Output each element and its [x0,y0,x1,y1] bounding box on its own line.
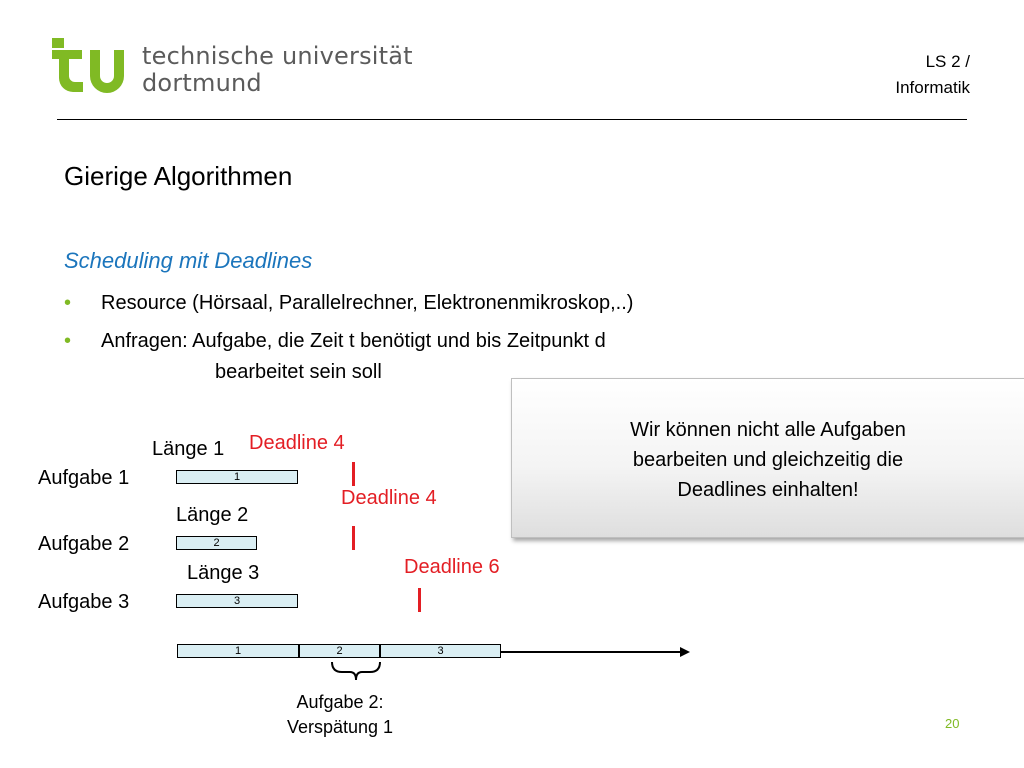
task-label: Aufgabe 1 [38,467,130,489]
schedule-bar-segment: 1 [177,644,299,658]
task-bar: 2 [176,536,257,550]
slide-title: Gierige Algorithmen [64,161,293,191]
bullet-text: Anfragen: Aufgabe, die Zeit t benötigt und bis Zeitpunkt d [101,330,606,352]
department-label-line2: Informatik [895,78,970,97]
bullet-marker: • [64,292,72,314]
task-label: Aufgabe 2 [38,533,130,555]
header-divider [57,119,967,120]
task-length-label: Länge 2 [176,504,249,526]
schedule-bar-segment: 2 [299,644,380,658]
callout-text: Wir können nicht alle Aufgaben bearbeiten und gleichzeitig die Deadlines einhalten! [630,419,906,501]
task-length-label: Länge 1 [152,438,225,460]
timeline-arrow-icon [680,647,690,657]
department-label-line1: LS 2 / [925,52,970,71]
task-bar: 3 [176,594,298,608]
page-number: 20 [945,716,960,731]
timeline-axis [500,651,682,653]
callout-box [511,378,1024,538]
task-label: Aufgabe 3 [38,591,130,613]
tu-logo-icon [52,38,128,94]
university-name-line1: technische universität [142,42,413,70]
task-bar: 1 [176,470,298,484]
university-name-line2: dortmund [142,69,262,97]
deadline-marker [352,526,355,550]
slide-subtitle: Scheduling mit Deadlines [64,248,313,273]
bullet-marker: • [64,330,72,352]
bullet-text: Resource (Hörsaal, Parallelrechner, Elektronenmikroskop,..) [101,292,634,314]
deadline-marker [418,588,421,612]
task-length-label: Länge 3 [187,562,260,584]
deadline-marker [352,462,355,486]
bullet-continuation: bearbeitet sein soll [215,361,382,383]
schedule-bar-segment: 3 [380,644,501,658]
curly-brace-icon [330,660,382,682]
deadline-label: Deadline 4 [249,432,345,454]
deadline-label: Deadline 6 [404,556,500,578]
delay-annotation: Aufgabe 2: Verspätung 1 [286,692,394,737]
deadline-label: Deadline 4 [341,487,437,509]
